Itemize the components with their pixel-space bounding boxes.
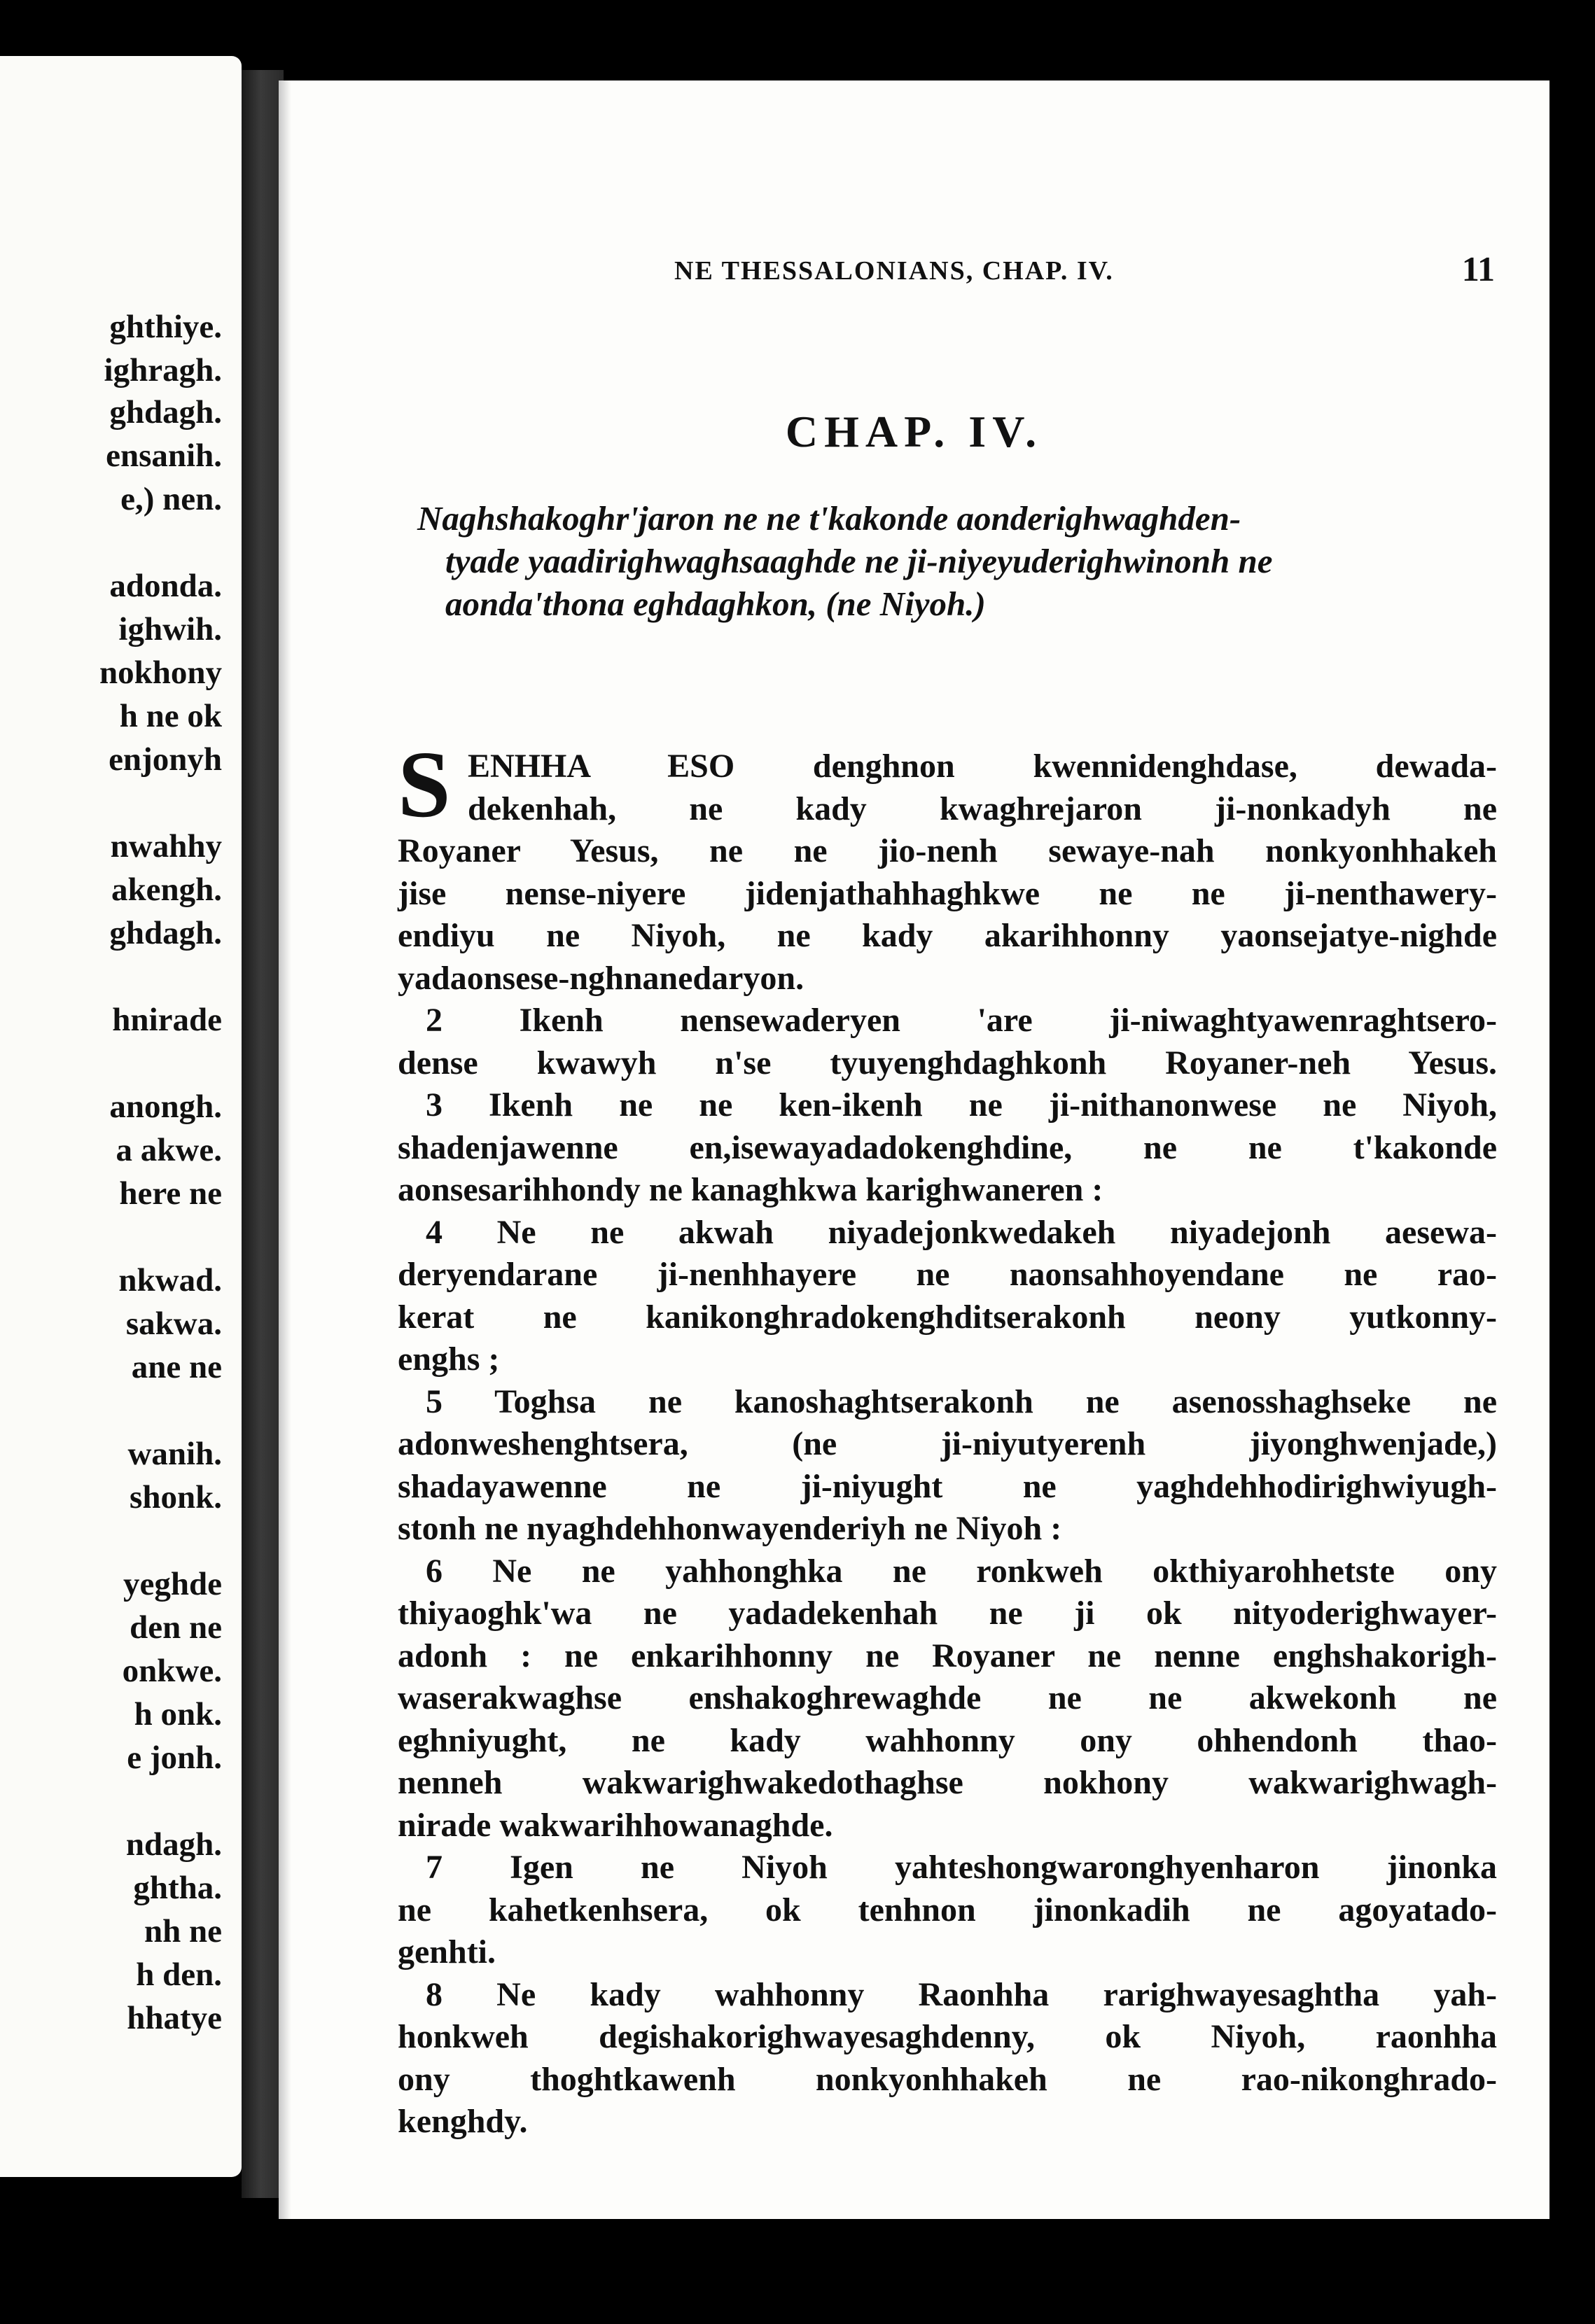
facing-page-line: h ne ok bbox=[119, 698, 222, 734]
facing-page-line: anongh. bbox=[109, 1088, 222, 1125]
text-line: dense kwawyh n'se tyuyenghdaghkonh Royaner-neh Yesus. bbox=[398, 1044, 1497, 1082]
facing-page-line: h den. bbox=[136, 1956, 222, 1993]
running-head: NE THESSALONIANS, CHAP. IV. bbox=[674, 256, 1114, 286]
facing-page-line: adonda. bbox=[109, 568, 222, 604]
verse-start-line: 3 Ikenh ne ne ken-ikenh ne ji-nithanonwese ne Niyoh, bbox=[426, 1086, 1497, 1124]
facing-page-line: ghdagh. bbox=[109, 915, 222, 951]
facing-page-line: hnirade bbox=[112, 1002, 222, 1038]
facing-page-line: here ne bbox=[119, 1175, 222, 1212]
facing-page-line: nh ne bbox=[144, 1913, 222, 1949]
facing-page-line: ghdagh. bbox=[109, 394, 222, 430]
text-line: honkweh degishakorighwayesaghdenny, ok Niyoh, raonhha bbox=[398, 2018, 1497, 2055]
text-line: stonh ne nyaghdehhonwayenderiyh ne Niyoh : bbox=[398, 1510, 1062, 1547]
text-line: yadaonsese-nghnanedaryon. bbox=[398, 959, 805, 997]
verse-start-line: 2 Ikenh nensewaderyen 'are ji-niwaghtyawenraghtsero- bbox=[426, 1002, 1497, 1039]
facing-page-line: nwahhy bbox=[110, 828, 222, 864]
facing-page-line: a akwe. bbox=[116, 1132, 222, 1168]
text-line: kenghdy. bbox=[398, 2103, 528, 2140]
drop-cap: S bbox=[398, 732, 451, 837]
text-line: genhti. bbox=[398, 1933, 496, 1970]
verse-start-line: 7 Igen ne Niyoh yahteshongwaronghyenharon jinonka bbox=[426, 1849, 1497, 1886]
text-line: shadenjawenne en,isewayadadokenghdine, ne ne t'kakonde bbox=[398, 1128, 1497, 1166]
summary-line: tyade yaadirighwaghsaaghde ne ji-niyeyuderighwinonh ne bbox=[445, 542, 1273, 580]
text-line: jise nense-niyere jidenjathahhaghkwe ne ne ji-nenthawery- bbox=[398, 874, 1497, 912]
chapter-body bbox=[398, 732, 1497, 2143]
text-line: ne kahetkenhsera, ok tenhnon jinonkadih ne agoyatado- bbox=[398, 1891, 1497, 1928]
text-line: adonh : ne enkarihhonny ne Royaner ne nenne enghshakorigh- bbox=[398, 1637, 1497, 1674]
text-line: deryendarane ji-nenhhayere ne naonsahhoyendane ne rao- bbox=[398, 1256, 1497, 1293]
facing-page-line: akengh. bbox=[111, 872, 222, 908]
facing-page-line: wanih. bbox=[127, 1436, 222, 1472]
facing-page-line: e jonh. bbox=[127, 1740, 222, 1776]
facing-page-line: shonk. bbox=[130, 1479, 222, 1516]
text-line: Royaner Yesus, ne ne jio-nenh sewaye-nah nonkyonhhakeh bbox=[398, 832, 1497, 869]
book-gutter bbox=[242, 70, 284, 2198]
text-line: kerat ne kanikonghradokenghditserakonh neony yutkonny- bbox=[398, 1298, 1497, 1336]
facing-page-line: h onk. bbox=[134, 1696, 222, 1732]
text-line: shadayawenne ne ji-niyught ne yaghdehhodirighwiyugh- bbox=[398, 1467, 1497, 1505]
text-line: nenneh wakwarighwakedothaghse nokhony wakwarighwagh- bbox=[398, 1764, 1497, 1801]
text-line: ENHHA ESO denghnon kwennidenghdase, dewada- bbox=[468, 748, 1497, 785]
text-line: endiyu ne Niyoh, ne kady akarihhonny yaonsejatye-nighde bbox=[398, 917, 1497, 954]
text-line: nirade wakwarihhowanaghde. bbox=[398, 1806, 833, 1844]
text-line: eghniyught, ne kady wahhonny ony ohhendonh thao- bbox=[398, 1721, 1497, 1759]
page-number: 11 bbox=[1461, 249, 1495, 288]
facing-page-line: yeghde bbox=[123, 1566, 222, 1602]
facing-page-line: ndagh. bbox=[125, 1826, 222, 1863]
facing-page-line: ane ne bbox=[131, 1349, 222, 1385]
verse-start-line: 4 Ne ne akwah niyadejonkwedakeh niyadejonh aesewa- bbox=[426, 1213, 1497, 1251]
text-line: aonsesarihhondy ne kanaghkwa karighwaneren : bbox=[398, 1171, 1103, 1208]
facing-page-line: ighragh. bbox=[104, 352, 222, 388]
chapter-heading: CHAP. IV. bbox=[785, 407, 1043, 456]
facing-page-line: den ne bbox=[130, 1609, 222, 1646]
facing-page-fragment bbox=[0, 56, 242, 2177]
facing-page-line: onkwe. bbox=[122, 1653, 222, 1689]
text-line: ony thoghtkawenh nonkyonhhakeh ne rao-nikonghrado- bbox=[398, 2060, 1497, 2098]
verse-start-line: 6 Ne ne yahhonghka ne ronkweh okthiyarohhetste ony bbox=[426, 1552, 1497, 1590]
facing-page-line: hhatye bbox=[127, 2000, 222, 2036]
facing-page-line: nkwad. bbox=[118, 1262, 222, 1298]
facing-page-line: ensanih. bbox=[106, 438, 222, 474]
chapter-summary bbox=[417, 497, 1499, 625]
facing-page-line: enjonyh bbox=[109, 741, 222, 778]
facing-page-line: nokhony bbox=[99, 654, 222, 691]
facing-page-line: ighwih. bbox=[118, 611, 222, 648]
summary-line: Naghshakoghr'jaron ne ne t'kakonde aonderighwaghden- bbox=[417, 499, 1241, 538]
verse-start-line: 5 Toghsa ne kanoshaghtserakonh ne asenosshaghseke ne bbox=[426, 1382, 1497, 1420]
text-line: enghs ; bbox=[398, 1340, 500, 1378]
facing-page-line: sakwa. bbox=[125, 1306, 222, 1342]
facing-page-line: ghtha. bbox=[133, 1870, 222, 1906]
text-line: adonweshenghtsera, (ne ji-niyutyerenh jiyonghwenjade,) bbox=[398, 1425, 1497, 1462]
text-line: waserakwaghse enshakoghrewaghde ne ne akwekonh ne bbox=[398, 1679, 1497, 1716]
verse-start-line: 8 Ne kady wahhonny Raonhha rarighwayesaghtha yah- bbox=[426, 1975, 1497, 2013]
summary-line: aonda'thona eghdaghkon, (ne Niyoh.) bbox=[445, 584, 986, 623]
facing-page-line: e,) nen. bbox=[120, 481, 222, 517]
text-line: dekenhah, ne kady kwaghrejaron ji-nonkadyh ne bbox=[468, 790, 1497, 827]
facing-page-line: ghthiye. bbox=[109, 309, 222, 345]
text-line: thiyaoghk'wa ne yadadekenhah ne ji ok nityoderighwayer- bbox=[398, 1595, 1497, 1632]
book-page bbox=[279, 80, 1549, 2219]
